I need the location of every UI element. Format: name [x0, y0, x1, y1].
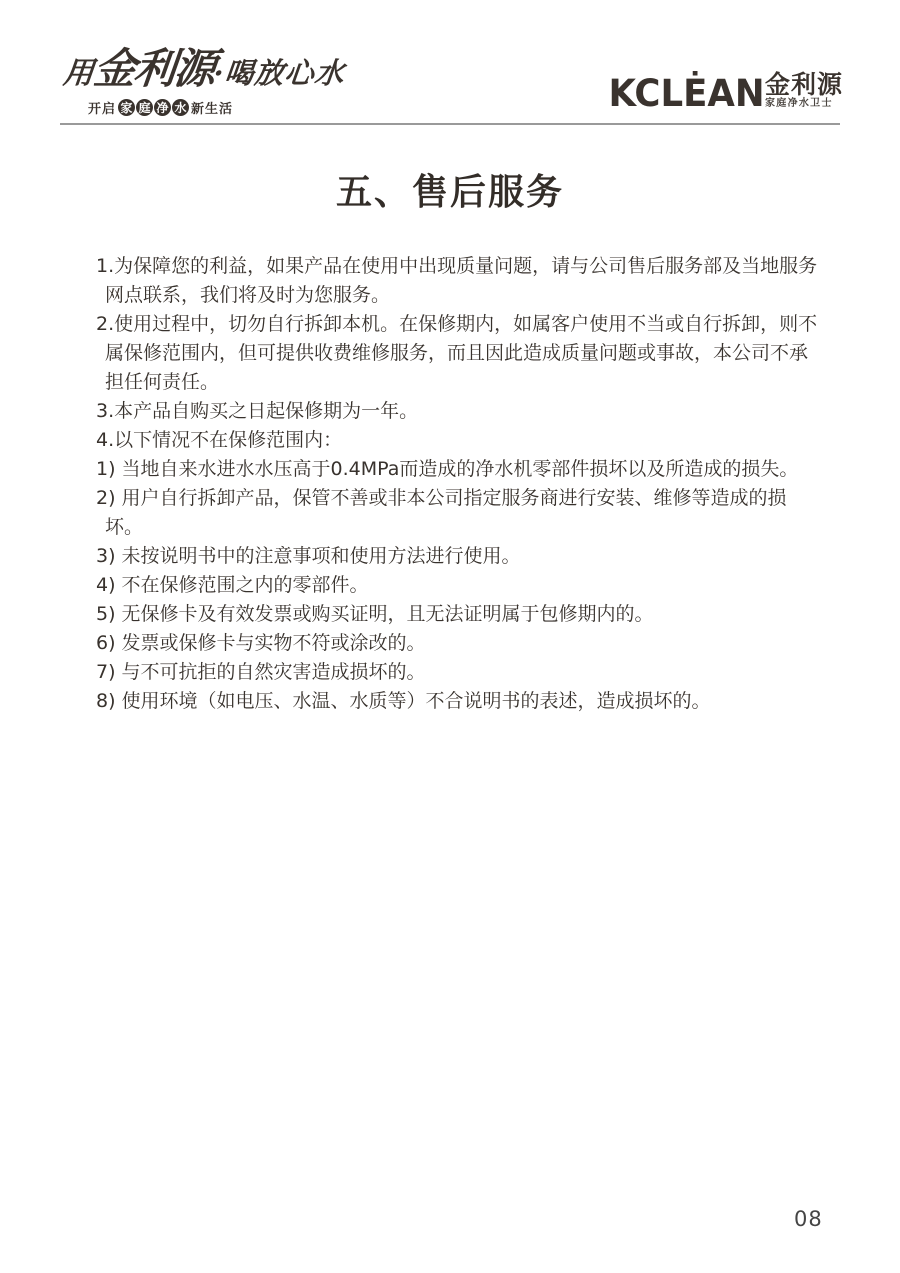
item-number: 5) [96, 603, 122, 625]
item-number: 4. [96, 429, 115, 451]
slogan-brand-name: 金利源 [91, 44, 217, 93]
kclean-wordmark: KCLĖAN [608, 71, 765, 115]
item-number: 2. [96, 313, 115, 335]
item-text: 使用环境（如电压、水温、水质等）不合说明书的表述，造成损坏的。 [121, 690, 711, 712]
service-term-item [96, 426, 822, 455]
service-term-item [96, 484, 822, 542]
brand-subtitle: 家庭净水卫士 [764, 98, 833, 109]
service-term-item [96, 571, 822, 600]
tagline-circle-char: 庭 [136, 99, 153, 116]
tagline-prefix: 开启 [88, 102, 117, 117]
service-term-item [96, 455, 822, 484]
item-text: 使用过程中，切勿自行拆卸本机。在保修期内，如属客户使用不当或自行拆卸，则不属保修范围内，但可提供收费维修服务，而且因此造成质量问题或事故，本公司不承担任何责任。 [105, 313, 818, 393]
item-number: 6) [96, 632, 122, 654]
tagline-circle-badges [118, 99, 189, 116]
service-term-item [96, 600, 822, 629]
brand-name-cn: 金利源 [764, 70, 843, 99]
service-term-item [96, 658, 822, 687]
brand-logo-left [61, 44, 347, 117]
item-text: 为保障您的利益，如果产品在使用中出现质量问题，请与公司售后服务部及当地服务网点联系，我们将及时为您服务。 [105, 255, 818, 306]
header-divider [60, 123, 840, 125]
item-text: 不在保修范围之内的零部件。 [121, 574, 369, 596]
section-title: 五、售后服务 [335, 171, 564, 213]
item-text: 用户自行拆卸产品，保管不善或非本公司指定服务商进行安装、维修等造成的损坏。 [105, 487, 787, 538]
item-number: 8) [96, 690, 122, 712]
slogan-prefix: 用 [61, 56, 96, 91]
brand-logo-right [602, 70, 843, 115]
item-text: 发票或保修卡与实物不符或涂改的。 [121, 632, 426, 654]
service-term-item [96, 629, 822, 658]
item-text: 未按说明书中的注意事项和使用方法进行使用。 [121, 545, 521, 567]
tagline-circle-char: 净 [154, 99, 171, 116]
service-term-item [96, 310, 822, 397]
brand-tagline [88, 98, 233, 117]
item-number: 1. [96, 255, 115, 277]
item-text: 无保修卡及有效发票或购买证明，且无法证明属于包修期内的。 [121, 603, 654, 625]
tagline-suffix: 新生活 [191, 102, 234, 117]
slogan-suffix: ·喝放心水 [211, 56, 347, 90]
item-number: 1) [96, 458, 122, 480]
item-number: 3) [96, 545, 122, 567]
brand-slogan [61, 44, 347, 93]
page-number: 08 [794, 1207, 823, 1231]
item-number: 7) [96, 661, 122, 683]
item-number: 4) [96, 574, 122, 596]
item-text: 与不可抗拒的自然灾害造成损坏的。 [121, 661, 426, 683]
item-text: 当地自来水进水水压高于0.4MPa而造成的净水机零部件损坏以及所造成的损失。 [121, 458, 799, 480]
service-term-item [96, 397, 822, 426]
item-number: 3. [96, 400, 115, 422]
service-term-item [96, 252, 822, 310]
item-text: 本产品自购买之日起保修期为一年。 [114, 400, 419, 422]
brand-name-block [765, 72, 843, 109]
tagline-circle-char: 家 [118, 99, 135, 116]
service-terms-list [96, 252, 822, 716]
item-number: 2) [96, 487, 122, 509]
tagline-circle-char: 水 [172, 99, 189, 116]
item-text: 以下情况不在保修范围内： [114, 429, 343, 451]
service-term-item [96, 687, 822, 716]
service-term-item [96, 542, 822, 571]
